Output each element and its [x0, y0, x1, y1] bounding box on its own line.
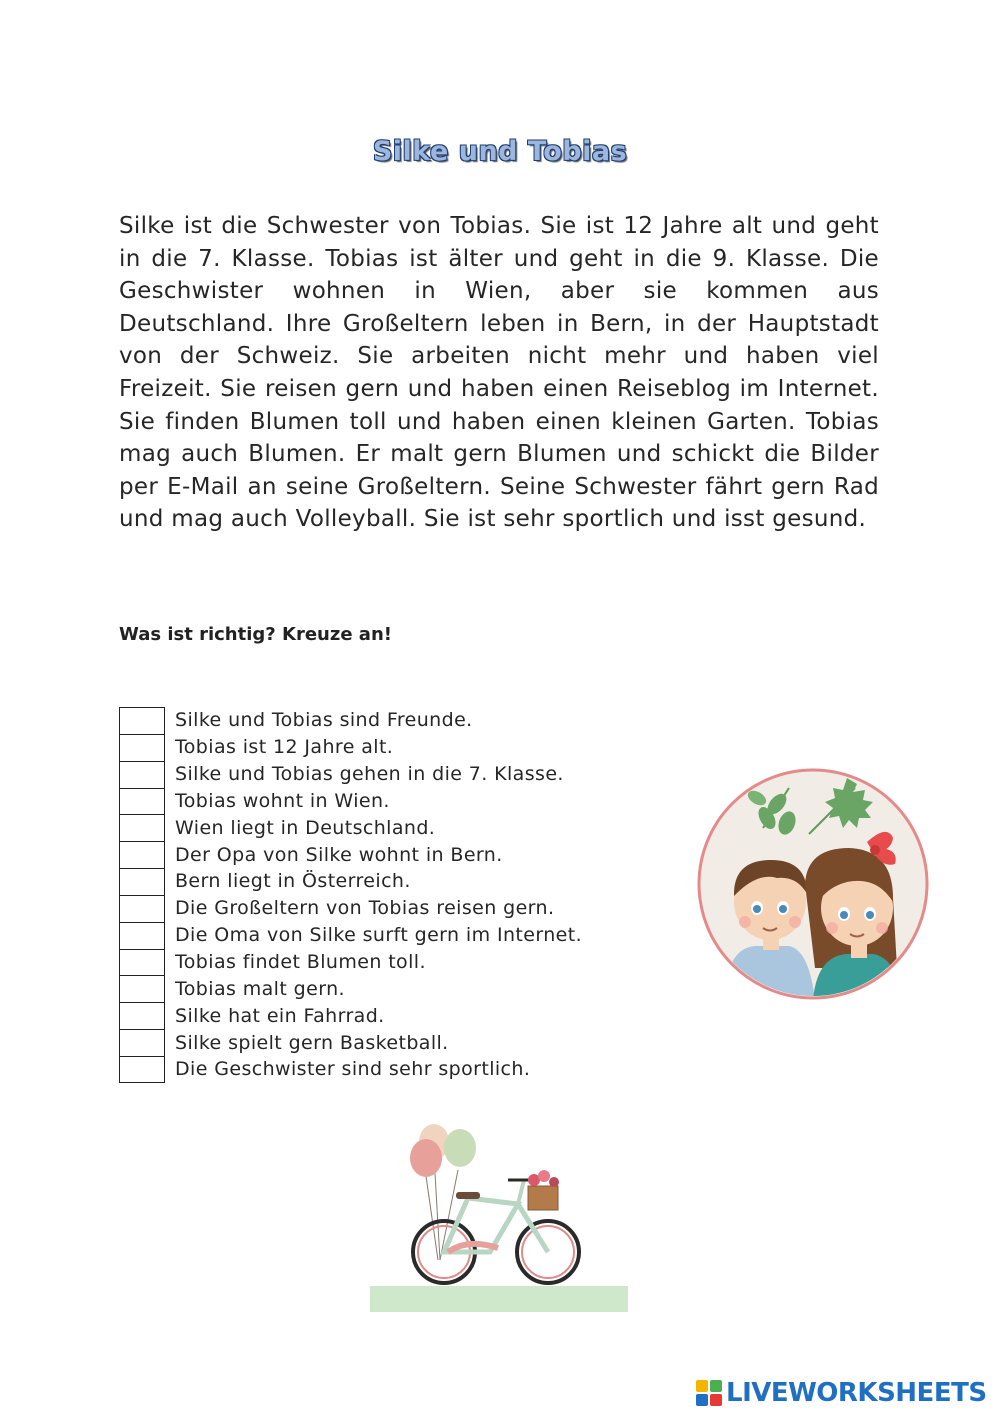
answer-checkbox[interactable]: [119, 868, 165, 895]
page-title: Silke und Tobias: [372, 136, 628, 168]
kids-illustration: [697, 768, 929, 1000]
story-paragraph: Silke ist die Schwester von Tobias. Sie ist 12 Jahre alt und geht in die 7. Klasse. Tobias ist älter und geht in die 9. Klasse. Die Geschwister wohnen in Wien, aber sie kommen aus Deutschland. Ihre Großeltern leben in Bern, in der Hauptstadt von der Schweiz. Sie arbeiten nicht mehr und haben viel Freizeit. Sie reisen gern und haben einen Reiseblog im Internet. Sie finden Blumen toll und haben einen kleinen Garten. Tobias mag auch Blumen. Er malt gern Blumen und schickt die Bilder per E-Mail an seine Großeltern. Seine Schwester fährt gern Rad und mag auch Volleyball. Sie ist sehr sportlich und isst gesund.: [119, 213, 879, 533]
answer-checkbox[interactable]: [119, 761, 165, 788]
answer-checkbox[interactable]: [119, 707, 165, 734]
statement-row: [119, 761, 679, 788]
statement-text: Der Opa von Silke wohnt in Bern.: [175, 843, 503, 866]
statement-text: Die Großeltern von Tobias reisen gern.: [175, 897, 555, 920]
statement-row: [119, 707, 679, 734]
statement-row: [119, 895, 679, 922]
statement-list: [119, 707, 679, 1083]
answer-checkbox[interactable]: [119, 949, 165, 976]
answer-checkbox[interactable]: [119, 895, 165, 922]
instruction-text: Was ist richtig? Kreuze an!: [119, 624, 392, 645]
statement-row: [119, 922, 679, 949]
answer-checkbox[interactable]: [119, 1002, 165, 1029]
statement-row: [119, 734, 679, 761]
answer-checkbox[interactable]: [119, 841, 165, 868]
statement-row: [119, 1056, 679, 1083]
answer-checkbox[interactable]: [119, 1029, 165, 1056]
statement-text: Bern liegt in Österreich.: [175, 870, 411, 893]
answer-checkbox[interactable]: [119, 1056, 165, 1083]
bicycle-illustration: [368, 1120, 630, 1316]
statement-text: Wien liegt in Deutschland.: [175, 816, 436, 839]
statement-text: Silke spielt gern Basketball.: [175, 1031, 449, 1054]
statement-row: [119, 975, 679, 1002]
answer-checkbox[interactable]: [119, 922, 165, 949]
statement-row: [119, 949, 679, 976]
brand-name: LIVEWORKSHEETS: [726, 1378, 987, 1408]
statement-text: Silke hat ein Fahrrad.: [175, 1004, 385, 1027]
statement-text: Die Oma von Silke surft gern im Internet.: [175, 924, 583, 947]
statement-row: [119, 814, 679, 841]
ground-strip: [370, 1286, 628, 1312]
brand-footer[interactable]: [696, 1378, 987, 1408]
statement-row: [119, 788, 679, 815]
statement-text: Tobias malt gern.: [175, 977, 345, 1000]
statement-row: [119, 1002, 679, 1029]
statement-text: Silke und Tobias gehen in die 7. Klasse.: [175, 763, 564, 786]
statement-text: Tobias wohnt in Wien.: [175, 789, 390, 812]
statement-text: Tobias ist 12 Jahre alt.: [175, 736, 394, 759]
statement-row: [119, 841, 679, 868]
answer-checkbox[interactable]: [119, 814, 165, 841]
answer-checkbox[interactable]: [119, 975, 165, 1002]
bicycle-icon: [413, 1170, 579, 1283]
statement-row: [119, 868, 679, 895]
answer-checkbox[interactable]: [119, 788, 165, 815]
statement-text: Tobias findet Blumen toll.: [175, 951, 426, 974]
answer-checkbox[interactable]: [119, 734, 165, 761]
brand-logo-icon: [696, 1380, 722, 1406]
statement-text: Silke und Tobias sind Freunde.: [175, 709, 473, 732]
girl-figure: [805, 832, 901, 1000]
statement-row: [119, 1029, 679, 1056]
statement-text: Die Geschwister sind sehr sportlich.: [175, 1058, 531, 1081]
